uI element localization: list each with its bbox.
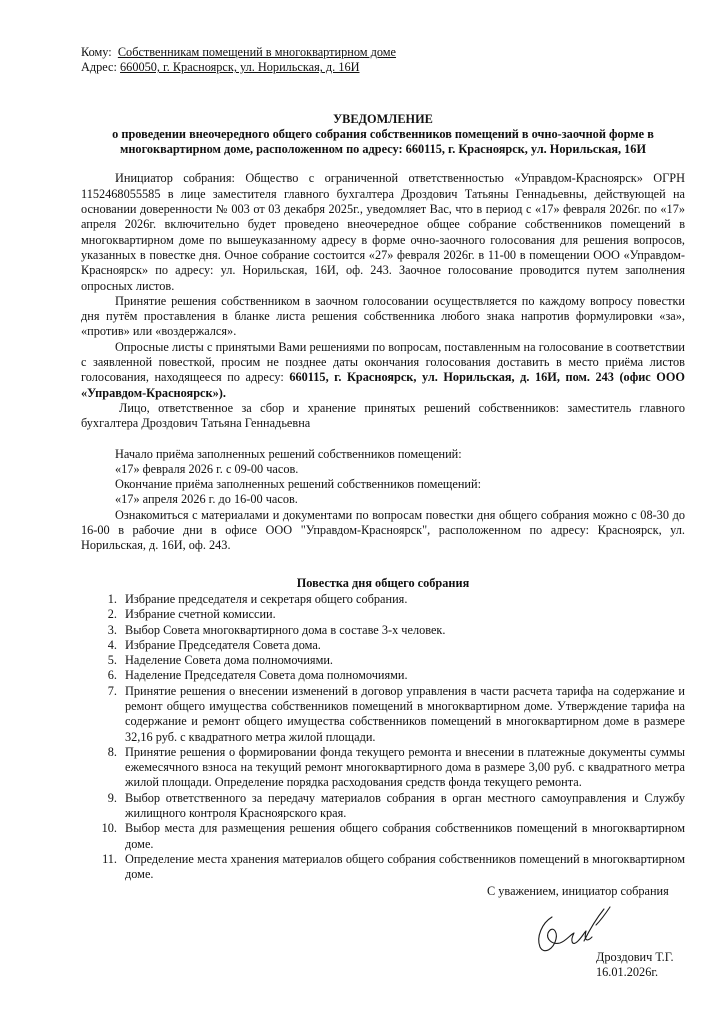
agenda-item: 9. Выбор ответственного за передачу материалов собрания в орган местного самоуправления и Службу жилищного контроля Красноярского края. xyxy=(107,790,685,821)
agenda-item: 4. Избрание Председателя Совета дома. xyxy=(107,637,321,652)
agenda-item: 2. Избрание счетной комиссии. xyxy=(107,607,276,622)
delivery-text: Опросные листы с принятыми Вами решениями по вопросам, поставленным на голосование в соответствии с заявленной повесткой, просим не позднее даты окончания голосования доставить в место приёма листов голосования, находящееся по адресу: xyxy=(81,339,685,385)
paragraph-initiator: Инициатор собрания: Общество с ограниченной ответственностью «Управдом-Красноярск» ОГРН 1152468055585 в лице заместителя главного бухгалтера Дроздович Татьяны Геннадьевны, действующей на основании доверенности № 003 от 03 декабря 2025г., уведомляет Вас, что в период с «17» февраля 2026г. по «17» апреля 2026г. включительно будет проведено внеочередное общее собрание собственников помещений в многоквартирном доме по вышеуказанному адресу в форме очно-заочного голосования для решения вопросов, указанных в повестке дня. Очное собрание состоится «27» февраля 2026г. в 11-00 в помещении ООО «Управдом-Красноярск» по адресу: ул. Норильская, 16И, оф. 243. Заочное голосование проводится путем заполнения опросных листов. xyxy=(81,171,685,293)
paragraph-voting-method: Принятие решения собственником в заочном голосовании осуществляется по каждому вопросу повестки дня путём проставления в бланке листа решения собственника любого знака напротив формулировки «за», «против» или «воздержался». xyxy=(81,293,685,339)
paragraph-responsible: Лицо, ответственное за сбор и хранение принятых решений собственников: заместитель главного бухгалтера Дроздович Татьяна Геннадьевна xyxy=(81,400,685,431)
signature-date: 16.01.2026г. xyxy=(596,965,659,980)
recipient-value: Собственникам помещений в многоквартирном доме xyxy=(117,45,397,59)
agenda-item: 5. Наделение Совета дома полномочиями. xyxy=(107,653,334,668)
address-line xyxy=(81,60,685,75)
recipient-line xyxy=(81,45,685,60)
paragraph-materials: Ознакомиться с материалами и документами по вопросам повестки дня общего собрания можно с 08-30 до 16-00 в рабочие дни в офисе ООО "Управдом-Красноярск", расположенном по адресу: Красноярск, ул. Норильская, д. 16И, оф. 243. xyxy=(81,507,685,553)
acceptance-start-label: Начало приёма заполненных решений собственников помещений: xyxy=(115,446,462,461)
agenda-item: 8. Принятие решения о формировании фонда текущего ремонта и внесении в платежные документы суммы ежемесячного взноса на текущий ремонт многоквартирного дома в размере 3,00 руб. с квадратного метра жилой площади. Определение порядка расходования средств фонда текущего ремонта. xyxy=(107,744,685,790)
delivery-address: 660115, г. Красноярск, ул. Норильская, д. 16И, пом. 243 (офис ООО «Управдом-Красноярск»). xyxy=(81,370,685,400)
address-label: Адрес: xyxy=(81,60,117,75)
notice-document xyxy=(81,45,685,883)
recipient-label: Кому: xyxy=(81,45,112,59)
agenda-item: 10. Выбор места для размещения решения общего собрания собственников помещений в многоквартирном доме. xyxy=(101,821,685,851)
agenda-item: 3. Выбор Совета многоквартирного дома в составе 3-х человек. xyxy=(107,622,446,637)
agenda-item: 7. Принятие решения о внесении изменений в договор управления в части расчета тарифа на содержание и ремонт общего имущества собственников помещений в многоквартирном доме. Утверждение тарифа на содержание и ремонт общего имущества собственников помещений в многоквартирном доме в размере 32,16 руб. с квадратного метра жилой площади. xyxy=(107,683,685,744)
closing-line: С уважением, инициатор собрания xyxy=(487,884,669,898)
acceptance-start-value: «17» февраля 2026 г. с 09-00 часов. xyxy=(115,461,299,476)
paragraph-delivery xyxy=(81,340,685,401)
agenda-list xyxy=(81,592,685,883)
agenda-item: 11. Определение места хранения материалов общего собрания собственников помещений в многоквартирном доме. xyxy=(102,851,685,882)
address-value: 660050, г. Красноярск, ул. Норильская, д. 16И xyxy=(120,60,360,75)
agenda-item: 6. Наделение Председателя Совета дома полномочиями. xyxy=(107,668,408,683)
acceptance-end-label: Окончание приёма заполненных решений собственников помещений: xyxy=(115,477,482,492)
acceptance-end-value: «17» апреля 2026 г. до 16-00 часов. xyxy=(115,492,298,507)
signer-name: Дроздович Т.Г. xyxy=(596,950,674,964)
document-title: УВЕДОМЛЕНИЕ xyxy=(333,111,433,126)
agenda-item: 1. Избрание председателя и секретаря общего собрания. xyxy=(107,591,408,606)
signer-block xyxy=(596,950,674,981)
agenda-title: Повестка дня общего собрания xyxy=(296,575,470,590)
document-subtitle: о проведении внеочередного общего собрания собственников помещений в очно-заочной форме в многоквартирном доме, расположенном по адресу: 660115, г. Красноярск, ул. Норильская, 16И xyxy=(112,126,654,157)
